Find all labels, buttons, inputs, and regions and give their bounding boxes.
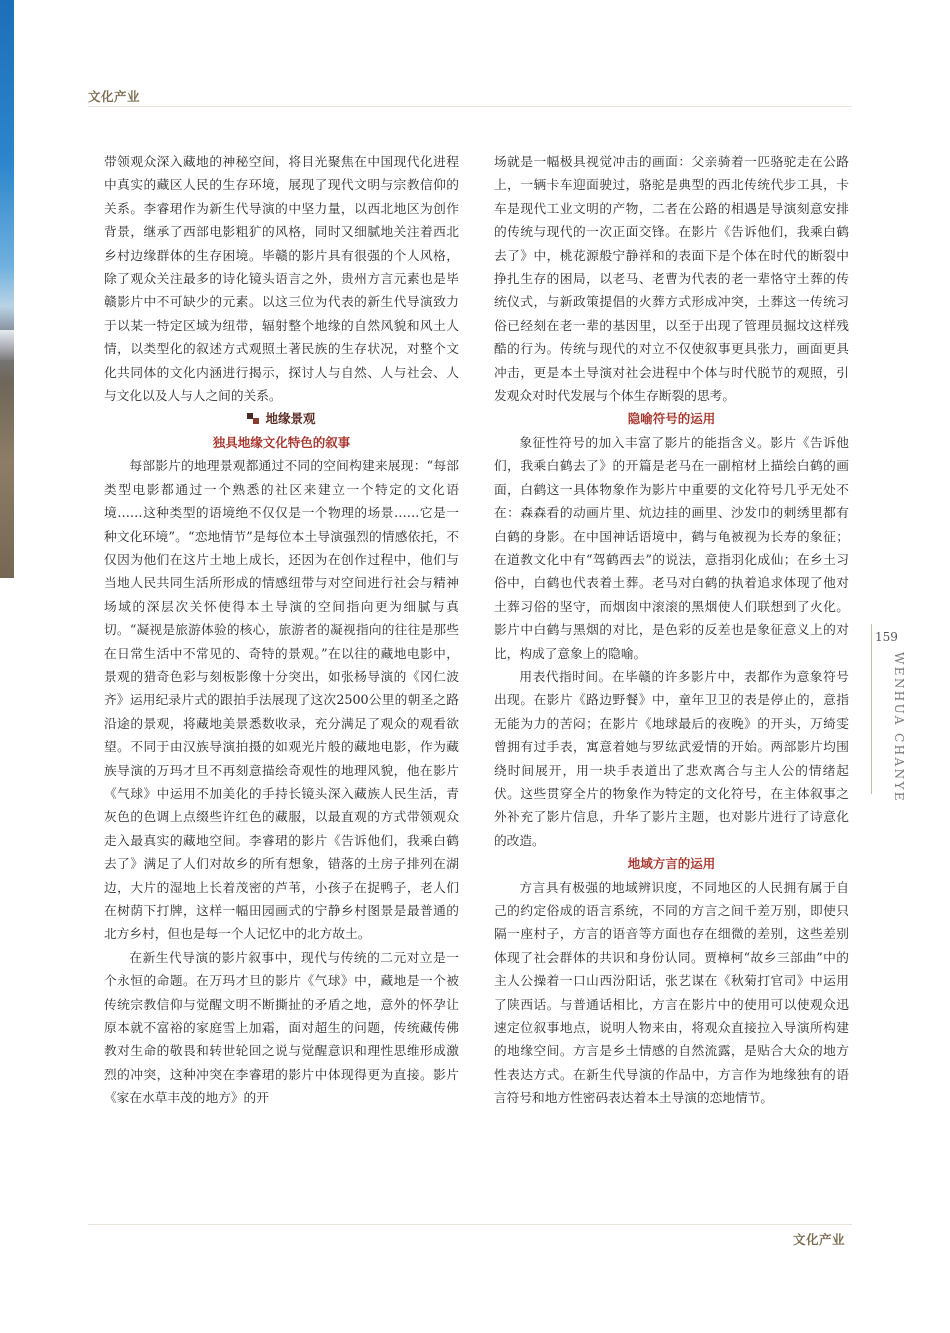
subsection-heading: 独具地缘文化特色的叙事 xyxy=(212,434,351,450)
paragraph: 象征性符号的加入丰富了影片的能指含义。影片《告诉他们，我乘白鹤去了》的开篇是老马在一副棺材上描绘白鹤的画面，白鹤这一具体物象作为影片中重要的文化符号几乎无处不在：森森看的动画片里、炕边挂的画里、沙发巾的刺绣里都有白鹤的身影。在中国神话语境中，鹤与龟被视为长寿的象征；在道教文化中有“驾鹤西去”的说法，意指羽化成仙；在乡土习俗中，白鹤也代表着土葬。老马对白鹤的执着追求体现了他对土葬习俗的坚守，而烟囱中滚滚的黑烟使人们联想到了火化。影片中白鹤与黑烟的对比，是色彩的反差也是象征意义上的对比，构成了意象上的隐喻。 xyxy=(494,434,849,661)
header-divider xyxy=(88,106,852,107)
decorative-landscape-photo xyxy=(0,0,14,578)
right-column xyxy=(494,150,849,1110)
paragraph: 带领观众深入藏地的神秘空间，将目光聚焦在中国现代化进程中真实的藏区人民的生存环境，展现了现代文明与宗教信仰的关系。李睿珺作为新生代导演的中坚力量，以西北地区为创作背景，继承了西部电影粗犷的风格，同时又细腻地关注着西北乡村边缘群体的生存困境。毕赣的影片具有很强的个人风格，除了观众关注最多的诗化镜头语言之外，贵州方言元素也是毕赣影片中不可缺少的元素。以这三位为代表的新生代导演致力于以某一特定区域为纽带，辐射整个地缘的自然风貌和风土人情，以类型化的叙述方式观照土著民族的生存状况，对整个文化共同体的文化内涵进行揭示，探讨人与自然、人与社会、人与文化以及人与人之间的关系。 xyxy=(104,154,459,404)
running-header: 文化产业 xyxy=(88,89,141,104)
paragraph: 方言具有极强的地域辨识度，不同地区的人民拥有属于自己的约定俗成的语言系统，不同的方言之间千差万别，即使只隔一座村子，方言的语音等方面也存在细微的差别，这些差别体现了社会群体的共识和身份认同。贾樟柯“故乡三部曲”中的主人公操着一口山西汾阳话，张艺谋在《秋菊打官司》中运用了陕西话。与普通话相比，方言在影片中的使用可以使观众迅速定位叙事地点，说明人物来由，将观众直接拉入导演所构建的地缘空间。方言是乡土情感的自然流露，是贴合大众的地方性表达方式。在新生代导演的作品中，方言作为地缘独有的语言符号和地方性密码表达着本土导演的恋地情节。 xyxy=(494,879,849,1106)
running-footer: 文化产业 xyxy=(793,1232,846,1247)
left-column xyxy=(104,150,459,1110)
paragraph: 场就是一幅极具视觉冲击的画面：父亲骑着一匹骆驼走在公路上，一辆卡车迎面驶过，骆驼是典型的西北传统代步工具，卡车是现代工业文明的产物，二者在公路的相遇是导演刻意安排的传统与现代的一次正面交锋。在影片《告诉他们，我乘白鹤去了》中，桃花源般宁静祥和的表面下是个体在时代的断裂中挣扎生存的困局，以老马、老曹为代表的老一辈恪守土葬的传统仪式，与新政策提倡的火葬方式形成冲突，土葬这一传统习俗已经刻在老一辈的基因里，以至于出现了管理员掘坟这样残酷的行为。传统与现代的对立不仅使叙事更具张力，画面更具冲击，更是本土导演对社会进程中个体与时代脱节的观照，引发观众对时代发展与个体生存断裂的思考。 xyxy=(494,154,849,404)
paragraph: 用表代指时间。在毕赣的许多影片中，表都作为意象符号出现。在影片《路边野餐》中，童年卫卫的表是停止的，意指无能为力的苦闷；在影片《地球最后的夜晚》的开头，万绮雯曾拥有过手表，寓意着她与罗纮武爱情的开始。两部影片均围绕时间展开，用一块手表道出了悲欢离合与主人公的情绪起伏。这些贯穿全片的物象作为特定的文化符号，在主体叙事之外补充了影片信息，升华了影片主题，也对影片进行了诗意化的改造。 xyxy=(494,668,849,848)
side-tab xyxy=(871,624,894,794)
subsection-heading: 隐喻符号的运用 xyxy=(627,411,716,427)
page-number: 159 xyxy=(875,630,898,644)
footer-divider xyxy=(88,1224,852,1225)
subsection-heading: 地域方言的运用 xyxy=(627,856,716,872)
section-heading-text: 地缘景观 xyxy=(265,411,316,427)
paragraph: 每部影片的地理景观都通过不同的空间构建来展现：“每部类型电影都通过一个熟悉的社区来建立一个特定的文化语境……这种类型的语境绝不仅仅是一个物理的场景……它是一种文化环境”。“恋地情节”是每位本土导演强烈的情感依托，不仅因为他们在这片土地上成长，还因为在创作过程中，他们与当地人民共同生活所形成的情感纽带与对空间进行社会与精神场域的深层次关怀使得本土导演的空间指向更为细腻与真切。“凝视是旅游体验的核心，旅游者的凝视指向的往往是那些在日常生活中不常见的、奇特的景观。”在以往的藏地电影中，景观的猎奇色彩与刻板影像十分突出，如张杨导演的《冈仁波齐》运用纪录片式的跟拍手法展现了这次2500公里的朝圣之路沿途的景观，将藏地美景悉数收录，充分满足了观众的观看欲望。不同于由汉族导演拍摄的如观光片般的藏地电影，作为藏族导演的万玛才旦不再刻意描绘奇观性的地理风貌，他在影片《气球》中运用不加美化的手持长镜头深入藏族人民生活，青灰色的色调上点缀些许红色的藏服，以最直观的方式带领观众走入最真实的藏地空间。李睿珺的影片《告诉他们，我乘白鹤去了》满足了人们对故乡的所有想象，错落的土房子排列在湖边，大片的湿地上长着茂密的芦苇，小孩子在捉鸭子，老人们在树荫下打牌，这样一幅田园画式的宁静乡村图景是最普通的北方乡村，但也是每一个人记忆中的北方故土。 xyxy=(104,458,459,942)
paragraph: 在新生代导演的影片叙事中，现代与传统的二元对立是一个永恒的命题。在万玛才旦的影片《气球》中，藏地是一个被传统宗教信仰与觉醒文明不断撕扯的矛盾之地，意外的怀孕让原本就不富裕的家庭雪上加霜，面对超生的问题，传统藏传佛教对生命的敬畏和转世轮回之说与觉醒意识和理性思维形成激烈的冲突，这种冲突在李睿珺的影片中体现得更为直接。影片《家在水草丰茂的地方》的开 xyxy=(104,949,459,1106)
vertical-section-label: WENHUA CHANYE xyxy=(892,652,906,803)
square-bullet-icon xyxy=(247,413,260,424)
section-heading xyxy=(104,407,459,430)
